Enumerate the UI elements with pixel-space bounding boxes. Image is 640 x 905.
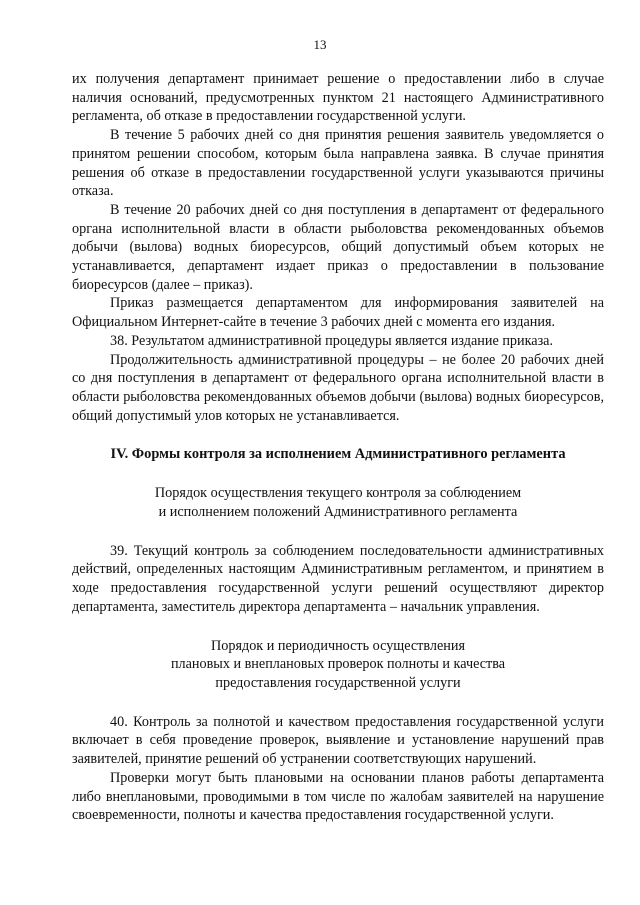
paragraph-notification: В течение 5 рабочих дней со дня принятия решения заявитель уведомляется о принятом решении способом, которым была направлена заявка. В случае принятия решения об отказе в предоставлении государственной услуги указываются причины отказа. (72, 127, 604, 200)
section-title: IV. Формы контроля за исполнением Административного регламента (110, 446, 566, 463)
subheading-line: предоставления государственной услуги (215, 674, 461, 691)
subheading-line: Порядок осуществления текущего контроля за соблюдением (154, 485, 522, 502)
paragraph-continuation: их получения департамент принимает решение о предоставлении либо в случае наличия оснований, предусмотренных пунктом 21 настоящего Административного регламента, об отказе в предоставлении государственной услуги. (72, 71, 604, 125)
subheading-current-control (72, 484, 604, 521)
subheading-line: Порядок и периодичность осуществления (211, 637, 465, 654)
page-number: 13 (313, 37, 327, 52)
subheading-line: плановых и внеплановых проверок полноты и качества (170, 656, 506, 673)
paragraph-38: 38. Результатом административной процедуры является издание приказа. (110, 332, 554, 349)
paragraph-duration: Продолжительность административной процедуры – не более 20 рабочих дней со дня поступления в департамент от федерального органа исполнительной власти в области рыболовства рекомендованных объемов добычи (вылова) водных биоресурсов, общий допустимый улов которых не устанавливается. (72, 351, 604, 424)
paragraph-39: 39. Текущий контроль за соблюдением последовательности административных действий, определенных настоящим Административным регламентом, и принятием в ходе предоставления государственной услуги решений осуществляют директор департамента, заместитель директора департамента – начальник управления. (72, 542, 604, 615)
paragraph-order-publication: Приказ размещается департаментом для информирования заявителей на Официальном Интернет-сайте в течение 3 рабочих дней с момента его издания. (72, 295, 604, 331)
subheading-inspections (72, 637, 604, 693)
paragraph-40: 40. Контроль за полнотой и качеством предоставления государственной услуги включает в себя проведение проверок, выявление и установление нарушений прав заявителей, принятие решений об устранении соответствующих нарушений. (72, 713, 604, 768)
document-body (72, 70, 604, 825)
paragraph-inspections-types: Проверки могут быть плановыми на основании планов работы департамента либо внеплановыми, проводимыми в том числе по жалобам заявителей на нарушение своевременности, полноты и качества предоставления государственной услуги. (72, 769, 604, 824)
subheading-line: и исполнением положений Административного регламента (158, 504, 518, 521)
paragraph-order-issue: В течение 20 рабочих дней со дня поступления в департамент от федерального органа исполнительной власти в области рыболовства рекомендованных объемов добычи (вылова) водных биоресурсов, общий допустимый объем которых не устанавливается, департамент издает приказ о предоставлении в пользование биоресурсов (далее – приказ). (72, 201, 604, 293)
